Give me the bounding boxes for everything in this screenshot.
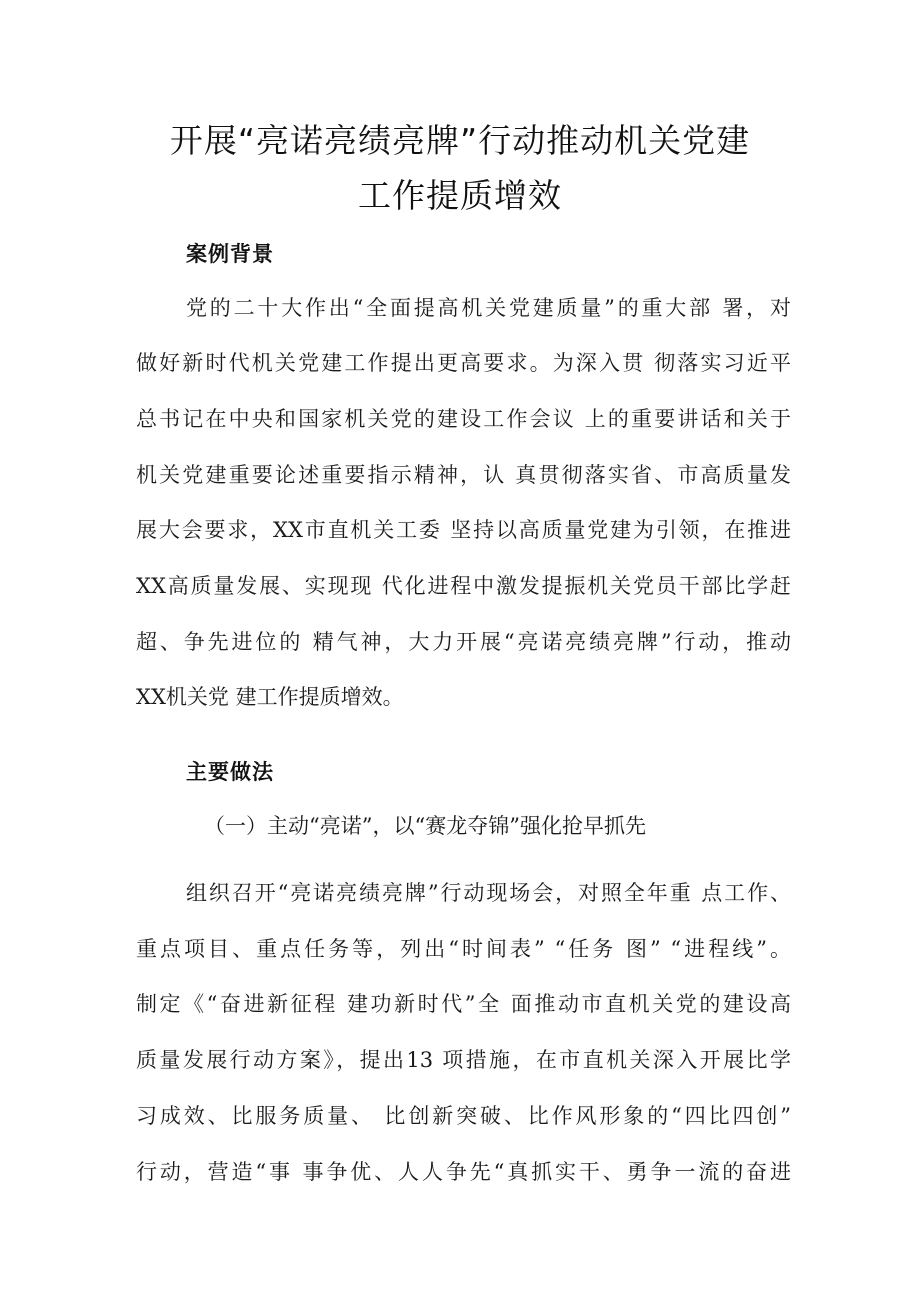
- paragraph-line: 习成效、比服务质量、 比创新突破、比作风形象的“四比四创”: [136, 1104, 791, 1128]
- paragraph-line: 制定《“奋进新征程 建功新时代”全 面推动市直机关党的建设高: [136, 992, 791, 1016]
- paragraph-line: 质量发展行动方案》，提出13 项措施，在市直机关深入开展比学: [136, 1048, 791, 1072]
- paragraph-line: 党的二十大作出“全面提高机关党建质量”的重大部 署，对: [186, 296, 791, 320]
- document-title-line-2: 工作提质增效: [358, 176, 562, 215]
- paragraph-line: 做好新时代机关党建工作提出更高要求。为深入贯 彻落实习近平: [136, 351, 791, 375]
- section-heading-background: 案例背景: [186, 242, 274, 266]
- paragraph-line: 展大会要求，XX市直机关工委 坚持以高质量党建为引领，在推进: [136, 518, 791, 542]
- section-heading-methods: 主要做法: [186, 760, 274, 784]
- paragraph-line: 机关党建重要论述重要指示精神，认 真贯彻落实省、市高质量发: [136, 463, 791, 487]
- document-title-line-1: 开展“亮诺亮绩亮牌”行动推动机关党建: [169, 121, 751, 160]
- subsection-heading: （一）主动“亮诺”，以“赛龙夺锦”强化抢早抓先: [204, 814, 646, 838]
- paragraph-line: 组织召开“亮诺亮绩亮牌”行动现场会，对照全年重 点工作、: [186, 881, 791, 905]
- paragraph-line: XX高质量发展、实现现 代化进程中激发提振机关党员干部比学赶: [136, 574, 791, 598]
- paragraph-line: 重点项目、重点任务等，列出“时间表” “任务 图” “进程线”。: [136, 937, 791, 961]
- paragraph-line: XX机关党 建工作提质增效。: [136, 685, 404, 709]
- paragraph-line: 总书记在中央和国家机关党的建设工作会议 上的重要讲话和关于: [136, 407, 791, 431]
- paragraph-line: 超、争先进位的 精气神，大力开展“亮诺亮绩亮牌”行动，推动: [136, 630, 791, 654]
- paragraph-line: 行动，营造“事 事争优、人人争先“真抓实干、勇争一流的奋进: [136, 1160, 791, 1184]
